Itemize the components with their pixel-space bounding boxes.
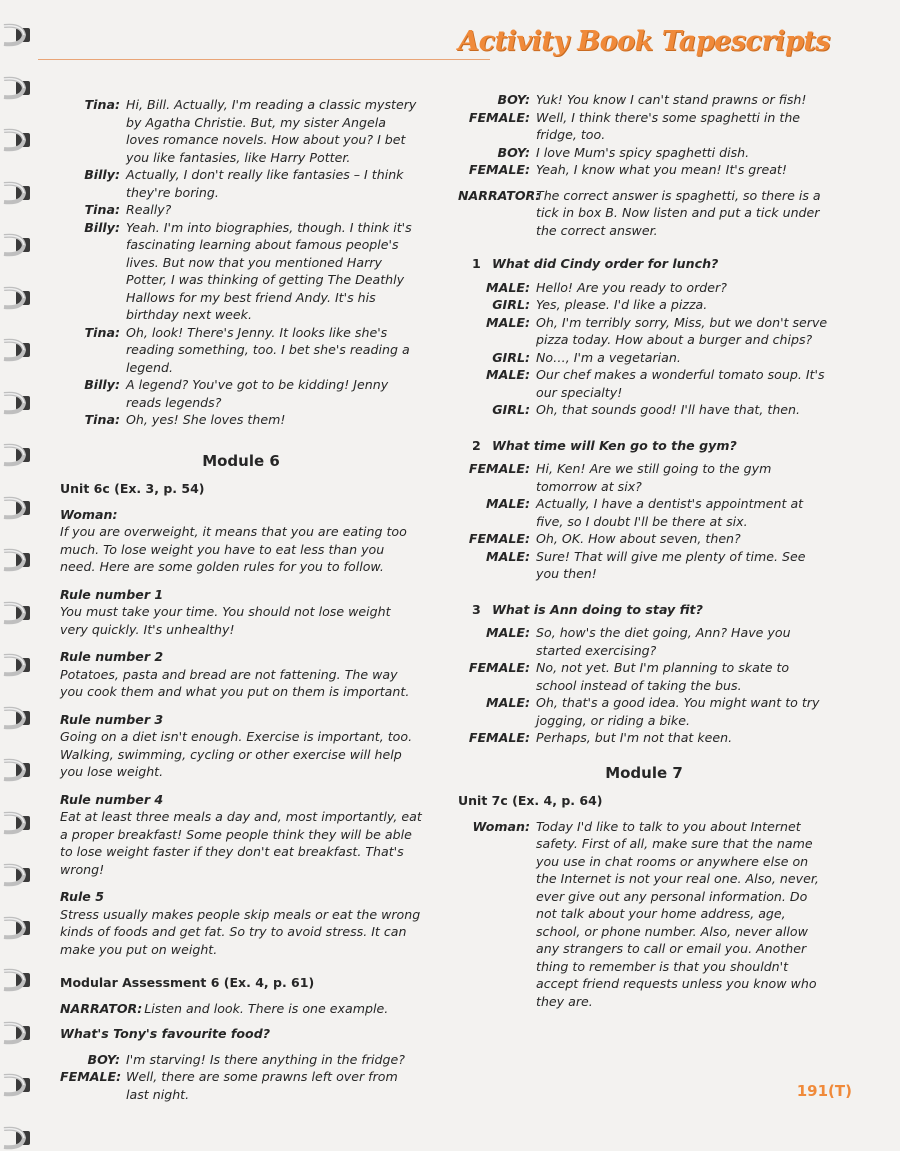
dialogue-line	[458, 460, 830, 495]
speaker: MALE:	[486, 279, 530, 295]
speaker: Tina:	[84, 324, 120, 340]
speaker: FEMALE:	[468, 660, 530, 675]
line-text: The correct answer is spaghetti, so there is a tick in box B. Now listen and put a tick under the correct answer.	[536, 187, 821, 238]
line-text: Oh, yes! She loves them!	[126, 412, 286, 427]
line-text: Hello! Are you ready to order?	[536, 279, 727, 295]
binding-ring-icon	[2, 600, 32, 626]
dialogue-line	[458, 401, 830, 419]
rule-block	[60, 586, 422, 639]
dialogue-line	[458, 495, 830, 530]
speaker: NARRATOR:	[60, 1000, 143, 1016]
line-text: Yes, please. I'd like a pizza.	[536, 297, 708, 312]
line-text: I'm starving! Is there anything in the fridge?	[126, 1051, 405, 1067]
dialogue-line	[60, 376, 422, 411]
binding-ring-icon	[2, 1125, 32, 1151]
rule-text: Going on a diet isn't enough. Exercise is important, too. Walking, swimming, cycling or other exercise will help you lose weight.	[60, 729, 413, 779]
speaker: Tina:	[84, 97, 120, 112]
rule-text: You must take your time. You should not lose weight very quickly. It's unhealthy!	[60, 604, 391, 637]
binding-ring-icon	[2, 757, 32, 783]
page-title: Activity Book Tapescripts	[458, 26, 830, 57]
question-block	[458, 437, 830, 583]
binding-ring-icon	[2, 232, 32, 258]
spiral-binding	[0, 0, 38, 1128]
line-text: Yeah. I'm into biographies, though. I think it's fascinating learning about famous people's lives. But now that you mentioned Harry Potter, I was thinking of getting The Deathly Hallows for my best friend Andy. It's his birthday next week.	[126, 219, 412, 322]
line-text: Today I'd like to talk to you about Internet safety. First of all, make sure that the name you use in chat rooms or anywhere else on the Internet is not your real one. Also, never, ever give out any personal information. Do not talk about your home address, age, school, or phone number. Also, never allow any strangers to call or email you. Another thing to remember is that you shouldn't accept friend requests unless you know who they are.	[536, 818, 819, 1009]
binding-ring-icon	[2, 390, 32, 416]
speaker: MALE:	[486, 548, 530, 564]
dialogue-line	[458, 366, 830, 401]
binding-ring-icon	[2, 180, 32, 206]
page-number: 191(T)	[796, 1082, 852, 1100]
dialogue-continuation	[458, 91, 830, 179]
binding-ring-icon	[2, 75, 32, 101]
line-text: I love Mum's spicy spaghetti dish.	[536, 144, 750, 160]
dialogue-line	[60, 1051, 422, 1069]
binding-ring-icon	[2, 1020, 32, 1046]
unit-7c-heading: Unit 7c (Ex. 4, p. 64)	[458, 793, 603, 808]
speaker: Tina:	[84, 412, 120, 427]
speaker: FEMALE:	[468, 730, 530, 745]
question-number: 1	[472, 256, 481, 271]
line-text: Well, there are some prawns left over from last night.	[126, 1069, 398, 1102]
question-text: What time will Ken go to the gym?	[492, 437, 737, 453]
narrator-line	[458, 187, 830, 240]
header-rule	[38, 59, 490, 60]
binding-ring-icon	[2, 810, 32, 836]
binding-ring-icon	[2, 442, 32, 468]
binding-ring-icon	[2, 337, 32, 363]
question-heading	[472, 437, 830, 455]
speaker: MALE:	[486, 496, 530, 511]
question-number: 2	[472, 437, 481, 453]
speaker: FEMALE:	[60, 1069, 122, 1084]
question-heading	[472, 255, 830, 273]
line-text: Hi, Ken! Are we still going to the gym tomorrow at six?	[536, 461, 772, 494]
line-text: A legend? You've got to be kidding! Jenny reads legends?	[126, 377, 389, 410]
woman-monologue	[458, 818, 830, 1011]
binding-ring-icon	[2, 495, 32, 521]
questions-list	[458, 255, 830, 747]
rule-block	[60, 791, 422, 879]
binding-ring-icon	[2, 22, 32, 48]
dialogue-line	[458, 279, 830, 297]
example-question: What's Tony's favourite food?	[60, 1026, 271, 1041]
line-text: Yeah, I know what you mean! It's great!	[536, 162, 787, 177]
line-text: Oh, that's a good idea. You might want to try jogging, or riding a bike.	[536, 695, 820, 728]
module-7-heading: Module 7	[605, 763, 683, 782]
rule-block	[60, 648, 422, 701]
speaker: Billy:	[84, 167, 120, 182]
binding-ring-icon	[2, 967, 32, 993]
dialogue-line	[458, 659, 830, 694]
speaker: Billy:	[84, 377, 120, 392]
dialogue-line	[458, 349, 830, 367]
binding-ring-icon	[2, 285, 32, 311]
rule-text: Stress usually makes people skip meals or eat the wrong kinds of foods and get fat. So try to avoid stress. It can make you put on weight.	[60, 906, 421, 957]
speaker: Tina:	[84, 202, 120, 217]
question-text: What did Cindy order for lunch?	[492, 256, 719, 271]
right-column	[458, 91, 830, 1010]
module-6-heading: Module 6	[202, 451, 280, 470]
line-text: Our chef makes a wonderful tomato soup. It's our specialty!	[536, 367, 825, 400]
binding-ring-icon	[2, 652, 32, 678]
question-number: 3	[472, 601, 481, 617]
speaker: NARRATOR:	[458, 187, 541, 203]
line-text: Sure! That will give me plenty of time. See you then!	[536, 548, 806, 581]
speaker: BOY:	[87, 1051, 120, 1067]
dialogue-line	[458, 314, 830, 349]
speaker: MALE:	[486, 314, 530, 330]
dialogue-line	[60, 166, 422, 201]
dialogue-line	[458, 729, 830, 747]
dialogue-line	[458, 161, 830, 179]
speaker: FEMALE:	[468, 531, 530, 546]
binding-ring-icon	[2, 547, 32, 573]
line-text: So, how's the diet going, Ann? Have you started exercising?	[536, 625, 791, 658]
line-text: Oh, I'm terribly sorry, Miss, but we don't serve pizza today. How about a burger and chips?	[536, 314, 828, 347]
dialogue-line	[458, 530, 830, 548]
speaker: FEMALE:	[468, 162, 530, 177]
dialogue-line	[458, 109, 830, 144]
speaker: GIRL:	[492, 402, 530, 417]
rule-text: Potatoes, pasta and bread are not fattening. The way you cook them and what you put on them is important.	[60, 666, 410, 699]
line-text: Hi, Bill. Actually, I'm reading a classic mystery by Agatha Christie. But, my sister Angela loves romance novels. How about you? I bet you like fantasies, like Harry Potter.	[126, 97, 417, 165]
dialogue-line	[60, 219, 422, 324]
question-text: What is Ann doing to stay fit?	[492, 601, 703, 617]
speaker: Billy:	[84, 219, 120, 235]
rule-text: Eat at least three meals a day and, most importantly, eat a proper breakfast! Some people think they will be able to lose weight faster if they don't eat breakfast. That's wrong!	[60, 809, 422, 877]
left-column	[60, 96, 422, 1103]
dialogue-line	[60, 96, 422, 166]
boy-female-dialogue	[60, 1051, 422, 1104]
speaker: MALE:	[486, 695, 530, 710]
binding-ring-icon	[2, 915, 32, 941]
line-text: No, not yet. But I'm planning to skate to school instead of taking the bus.	[536, 660, 790, 693]
line-text: Really?	[126, 202, 172, 217]
speaker: BOY:	[497, 144, 530, 160]
rules-list	[60, 586, 422, 959]
speaker: BOY:	[497, 92, 530, 107]
dialogue-line	[458, 624, 830, 659]
dialogue-line	[60, 411, 422, 429]
line-text: Yuk! You know I can't stand prawns or fish!	[536, 92, 807, 107]
line-text: No…, I'm a vegetarian.	[536, 349, 681, 365]
speaker: GIRL:	[492, 349, 530, 365]
speaker: Woman:	[472, 818, 530, 834]
rule-block	[60, 711, 422, 781]
dialogue-line	[458, 548, 830, 583]
speaker: MALE:	[486, 367, 530, 382]
speaker: GIRL:	[492, 297, 530, 312]
dialogue-line	[458, 296, 830, 314]
line-text: Oh, OK. How about seven, then?	[536, 531, 741, 546]
question-block	[458, 601, 830, 747]
binding-ring-icon	[2, 1072, 32, 1098]
binding-ring-icon	[2, 705, 32, 731]
dialogue-line	[458, 91, 830, 109]
rule-heading: Rule number 3	[60, 711, 164, 727]
line-text: Oh, look! There's Jenny. It looks like she's reading something, too. I bet she's reading a legend.	[126, 324, 410, 375]
rule-heading: Rule number 2	[60, 649, 164, 664]
dialogue-line	[458, 144, 830, 162]
question-block	[458, 255, 830, 419]
woman-intro-text: If you are overweight, it means that you are eating too much. To lose weight you have to eat less than you need. Here are some golden rules for you to follow.	[60, 524, 407, 574]
assessment-heading: Modular Assessment 6 (Ex. 4, p. 61)	[60, 975, 315, 990]
question-heading	[472, 601, 830, 619]
line-text: Well, I think there's some spaghetti in the fridge, too.	[536, 109, 801, 142]
tina-billy-dialogue	[60, 96, 422, 429]
line-text: Actually, I don't really like fantasies – I think they're boring.	[126, 167, 404, 200]
woman-label: Woman:	[60, 506, 118, 522]
narrator-line	[60, 1000, 422, 1018]
dialogue-line	[60, 1068, 422, 1103]
binding-ring-icon	[2, 127, 32, 153]
rule-block	[60, 888, 422, 958]
line-text: Oh, that sounds good! I'll have that, then.	[536, 402, 801, 417]
rule-heading: Rule number 1	[60, 586, 164, 602]
rule-heading: Rule 5	[60, 889, 104, 904]
dialogue-line	[60, 201, 422, 219]
speaker: FEMALE:	[468, 461, 530, 476]
dialogue-line	[60, 324, 422, 377]
unit-6c-heading: Unit 6c (Ex. 3, p. 54)	[60, 481, 205, 496]
speaker: FEMALE:	[468, 109, 530, 125]
line-text: Actually, I have a dentist's appointment at five, so I doubt I'll be there at six.	[536, 496, 804, 529]
dialogue-line	[458, 694, 830, 729]
line-text: Listen and look. There is one example.	[144, 1000, 389, 1016]
line-text: Perhaps, but I'm not that keen.	[536, 730, 733, 745]
binding-ring-icon	[2, 862, 32, 888]
speaker: MALE:	[486, 625, 530, 640]
rule-heading: Rule number 4	[60, 791, 164, 807]
